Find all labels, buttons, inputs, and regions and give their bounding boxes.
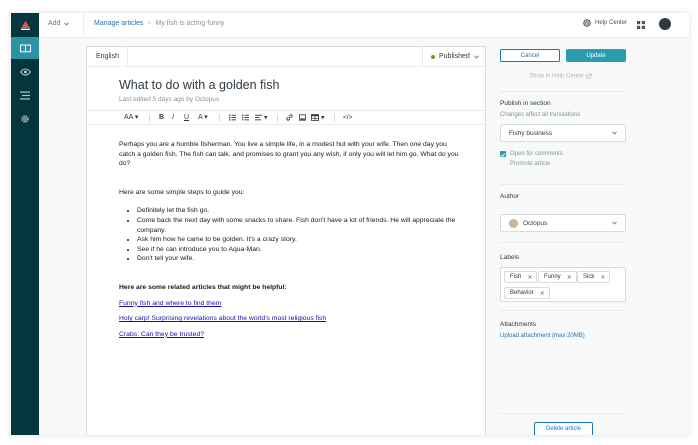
delete-article-button[interactable]: Delete article — [534, 422, 593, 435]
checkmark-icon — [500, 152, 506, 158]
label-tag — [504, 287, 550, 299]
publish-section-subtitle: Changes affect all translations — [500, 112, 581, 118]
label-tag-text: Funny — [544, 274, 561, 280]
divider — [500, 310, 626, 311]
labels-input[interactable] — [500, 267, 626, 302]
related-link[interactable]: Holy carp! Surprising revelations about the world's most religious fish — [119, 315, 327, 323]
upload-attachment-link[interactable]: Upload attachment (max 20MB) — [500, 333, 585, 339]
breadcrumb — [94, 20, 224, 27]
label-tag — [538, 271, 577, 283]
labels-title: Labels — [500, 254, 520, 261]
nav-item-guide[interactable] — [11, 37, 39, 59]
formatting-toolbar — [87, 110, 485, 125]
align-button[interactable]: ▾ — [255, 114, 267, 122]
help-center-link[interactable] — [583, 19, 627, 27]
breadcrumb-current: My fish is acting funny — [155, 20, 225, 27]
eye-icon — [20, 68, 31, 76]
divider — [83, 13, 84, 38]
language-tab[interactable]: English — [96, 53, 119, 60]
underline-button[interactable]: U — [184, 114, 190, 121]
top-bar — [39, 13, 689, 38]
breadcrumb-separator: > — [147, 20, 152, 27]
publish-section-title: Publish in section — [500, 100, 551, 107]
steps-intro: Here are some simple steps to guide you: — [119, 188, 245, 196]
author-select[interactable] — [500, 214, 626, 232]
help-center-label: Help Center — [595, 20, 628, 26]
divider — [500, 91, 626, 92]
remove-label-icon[interactable]: ✕ — [600, 274, 606, 281]
label-tag — [577, 271, 610, 283]
nav-item-arrange[interactable] — [11, 84, 39, 106]
gear-icon — [20, 114, 30, 124]
divider — [500, 242, 626, 243]
divider — [500, 413, 626, 414]
numbered-list-icon[interactable] — [229, 114, 236, 121]
bullet-list-icon[interactable] — [242, 114, 249, 121]
nav-item-settings[interactable] — [11, 108, 39, 130]
align-left-icon — [255, 114, 262, 121]
add-menu[interactable] — [48, 20, 69, 27]
label-tag — [504, 271, 537, 283]
label-tag-text: Sick — [583, 274, 595, 280]
steps-list — [131, 206, 459, 264]
show-in-help-center-label: Show in Help Center — [529, 73, 585, 80]
related-link[interactable]: Crabs: Can they be trusted? — [119, 330, 205, 338]
divider — [127, 47, 128, 67]
section-select[interactable] — [500, 124, 626, 142]
open-for-comments-label: Open for comments — [510, 151, 563, 157]
divider — [149, 114, 150, 122]
help-center-icon — [583, 19, 591, 27]
external-link-icon — [586, 73, 592, 79]
show-in-help-center-link[interactable] — [529, 73, 592, 80]
chevron-down-icon — [474, 55, 479, 59]
brand-logo[interactable] — [11, 13, 39, 37]
author-name: Octopus — [523, 219, 548, 227]
table-button[interactable]: ▾ — [311, 114, 324, 122]
divider — [219, 114, 220, 122]
article-settings-panel — [486, 46, 638, 435]
list-item: • Come back the next day with some snacks to share. Fish don't have a lot of friends. He will appreciate the company. — [137, 216, 459, 235]
list-item: • Definitely let the fish go. — [137, 206, 459, 216]
section-selected-value: Fishy business — [509, 129, 552, 137]
book-icon — [20, 44, 31, 53]
bold-button[interactable]: B — [159, 114, 165, 121]
list-item: • Don't tell your wife. — [137, 254, 459, 264]
status-dropdown[interactable] — [431, 53, 479, 60]
remove-label-icon[interactable]: ✕ — [566, 274, 572, 281]
last-edited: Last edited 5 days ago by Octopus — [119, 96, 220, 103]
font-size-button[interactable]: AA ▾ — [124, 114, 139, 121]
author-title: Author — [500, 193, 520, 200]
left-nav — [11, 13, 39, 435]
status-label: Published — [439, 53, 470, 60]
attachments-title: Attachments — [500, 321, 537, 328]
promote-article-option[interactable]: Promote article — [510, 161, 551, 167]
text-color-button[interactable]: A ▾ — [198, 114, 208, 121]
list-item: • Ask him how he came to be golden. It's a crazy story. — [137, 235, 459, 245]
add-label: Add — [48, 20, 61, 27]
remove-label-icon[interactable]: ✕ — [539, 290, 545, 297]
list-icon — [20, 91, 30, 100]
image-icon[interactable] — [299, 114, 306, 121]
italic-button[interactable]: I — [172, 114, 174, 121]
related-link[interactable]: Funny fish and where to find them — [119, 299, 222, 307]
article-editor — [86, 46, 486, 435]
article-title[interactable]: What to do with a golden fish — [119, 78, 280, 92]
code-view-button[interactable]: </> — [343, 114, 353, 121]
label-tag-text: Behavior — [510, 290, 534, 296]
related-heading: Here are some related articles that might be helpful: — [119, 283, 287, 291]
published-dot-icon — [431, 55, 435, 59]
chevron-down-icon — [612, 131, 617, 135]
chevron-down-icon — [64, 22, 69, 26]
table-icon — [311, 114, 319, 121]
link-icon[interactable] — [286, 114, 293, 121]
divider — [422, 47, 423, 67]
article-body[interactable] — [119, 140, 459, 339]
list-item: • See if he can introduce you to Aqua-Man. — [137, 245, 459, 255]
font-size-label: AA — [124, 114, 133, 121]
divider — [500, 184, 626, 185]
divider — [277, 114, 278, 122]
nav-item-view[interactable] — [11, 61, 39, 83]
author-avatar — [509, 219, 518, 228]
editor-header — [87, 47, 485, 67]
logo-icon — [20, 20, 31, 31]
cancel-button[interactable]: Cancel — [500, 49, 560, 62]
intro-paragraph: Perhaps you are a humble fisherman. You live a simple life, in a modest hut with your wife. Then one day you catch a golden fish. The fish can talk, and promises to grant you any wish, if only you will let him go. What do you do? — [119, 141, 459, 168]
open-for-comments-checkbox[interactable] — [500, 151, 506, 157]
breadcrumb-manage-articles[interactable]: Manage articles — [94, 20, 144, 27]
chevron-down-icon — [612, 221, 617, 225]
label-tag-text: Fish — [510, 274, 522, 280]
divider — [334, 114, 335, 122]
user-avatar[interactable] — [659, 18, 671, 30]
update-button[interactable]: Update — [566, 49, 626, 62]
remove-label-icon[interactable]: ✕ — [527, 274, 533, 281]
apps-grid-icon[interactable] — [637, 21, 645, 29]
text-color-label: A — [198, 114, 203, 121]
app-frame — [11, 13, 689, 435]
